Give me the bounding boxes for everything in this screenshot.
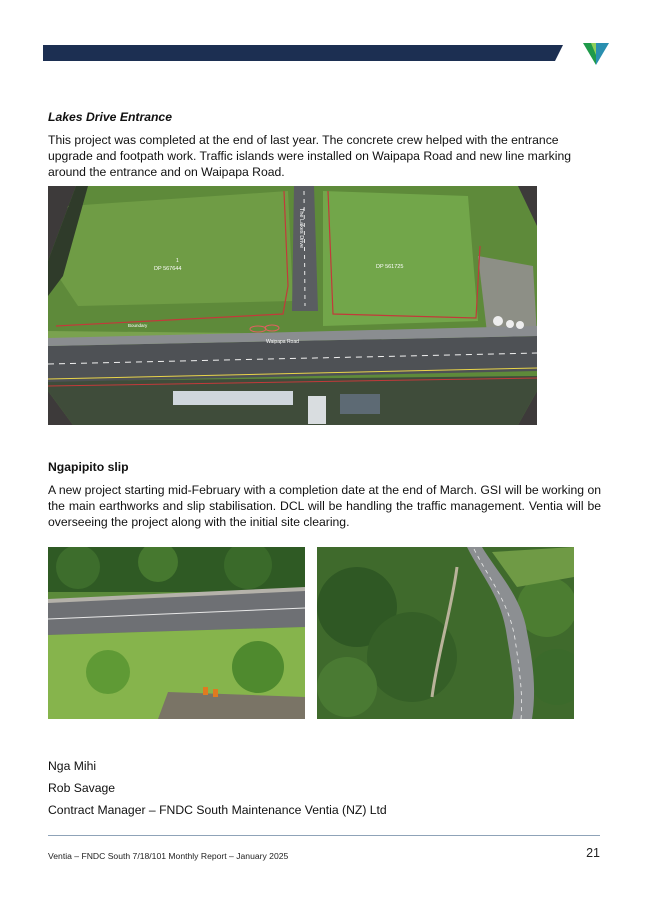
page-number: 21 xyxy=(586,846,600,860)
map-label-parcel-right: DP 561725 xyxy=(376,264,404,270)
footer-divider xyxy=(48,835,600,836)
ngapipito-slip-paragraph: A new project starting mid-February with a completion date at the end of March. GSI will be working on the main earthworks and slip stabilisation. DCL will be handling the traffic management. Ventia will be overseeing the project along with the initial site clearing. xyxy=(48,483,601,529)
signoff-greeting: Nga Mihi xyxy=(48,759,97,773)
section-heading-lakes-drive: Lakes Drive Entrance xyxy=(48,110,172,124)
map-label-parcel-left-number: 1 xyxy=(176,258,179,264)
ngapipito-slip-photo-road xyxy=(48,547,305,719)
lakes-drive-paragraph: This project was completed at the end of last year. The concrete crew helped with the entrance upgrade and footpath work. Traffic islands were installed on Waipapa Road and new line marking around the entrance and on Waipapa Road. xyxy=(48,133,572,179)
map-label-boundary: Boundary xyxy=(128,323,148,328)
signoff-name: Rob Savage xyxy=(48,781,116,795)
section-heading-ngapipito-slip: Ngapipito slip xyxy=(48,460,129,474)
lakes-drive-aerial-plan xyxy=(48,186,537,425)
ngapipito-slip-photo-aerial xyxy=(317,547,574,719)
ventia-logo-icon xyxy=(583,41,609,65)
header-banner xyxy=(43,45,563,61)
map-label-road-main: Waipapa Road xyxy=(266,339,299,345)
footer-text: Ventia – FNDC South 7/18/101 Monthly Report – January 2025 xyxy=(48,851,289,861)
map-label-parcel-left: DP 567644 xyxy=(154,266,182,272)
map-label-road-north: The Lakes Drive xyxy=(298,208,304,249)
signoff-title: Contract Manager – FNDC South Maintenance Ventia (NZ) Ltd xyxy=(48,803,387,817)
